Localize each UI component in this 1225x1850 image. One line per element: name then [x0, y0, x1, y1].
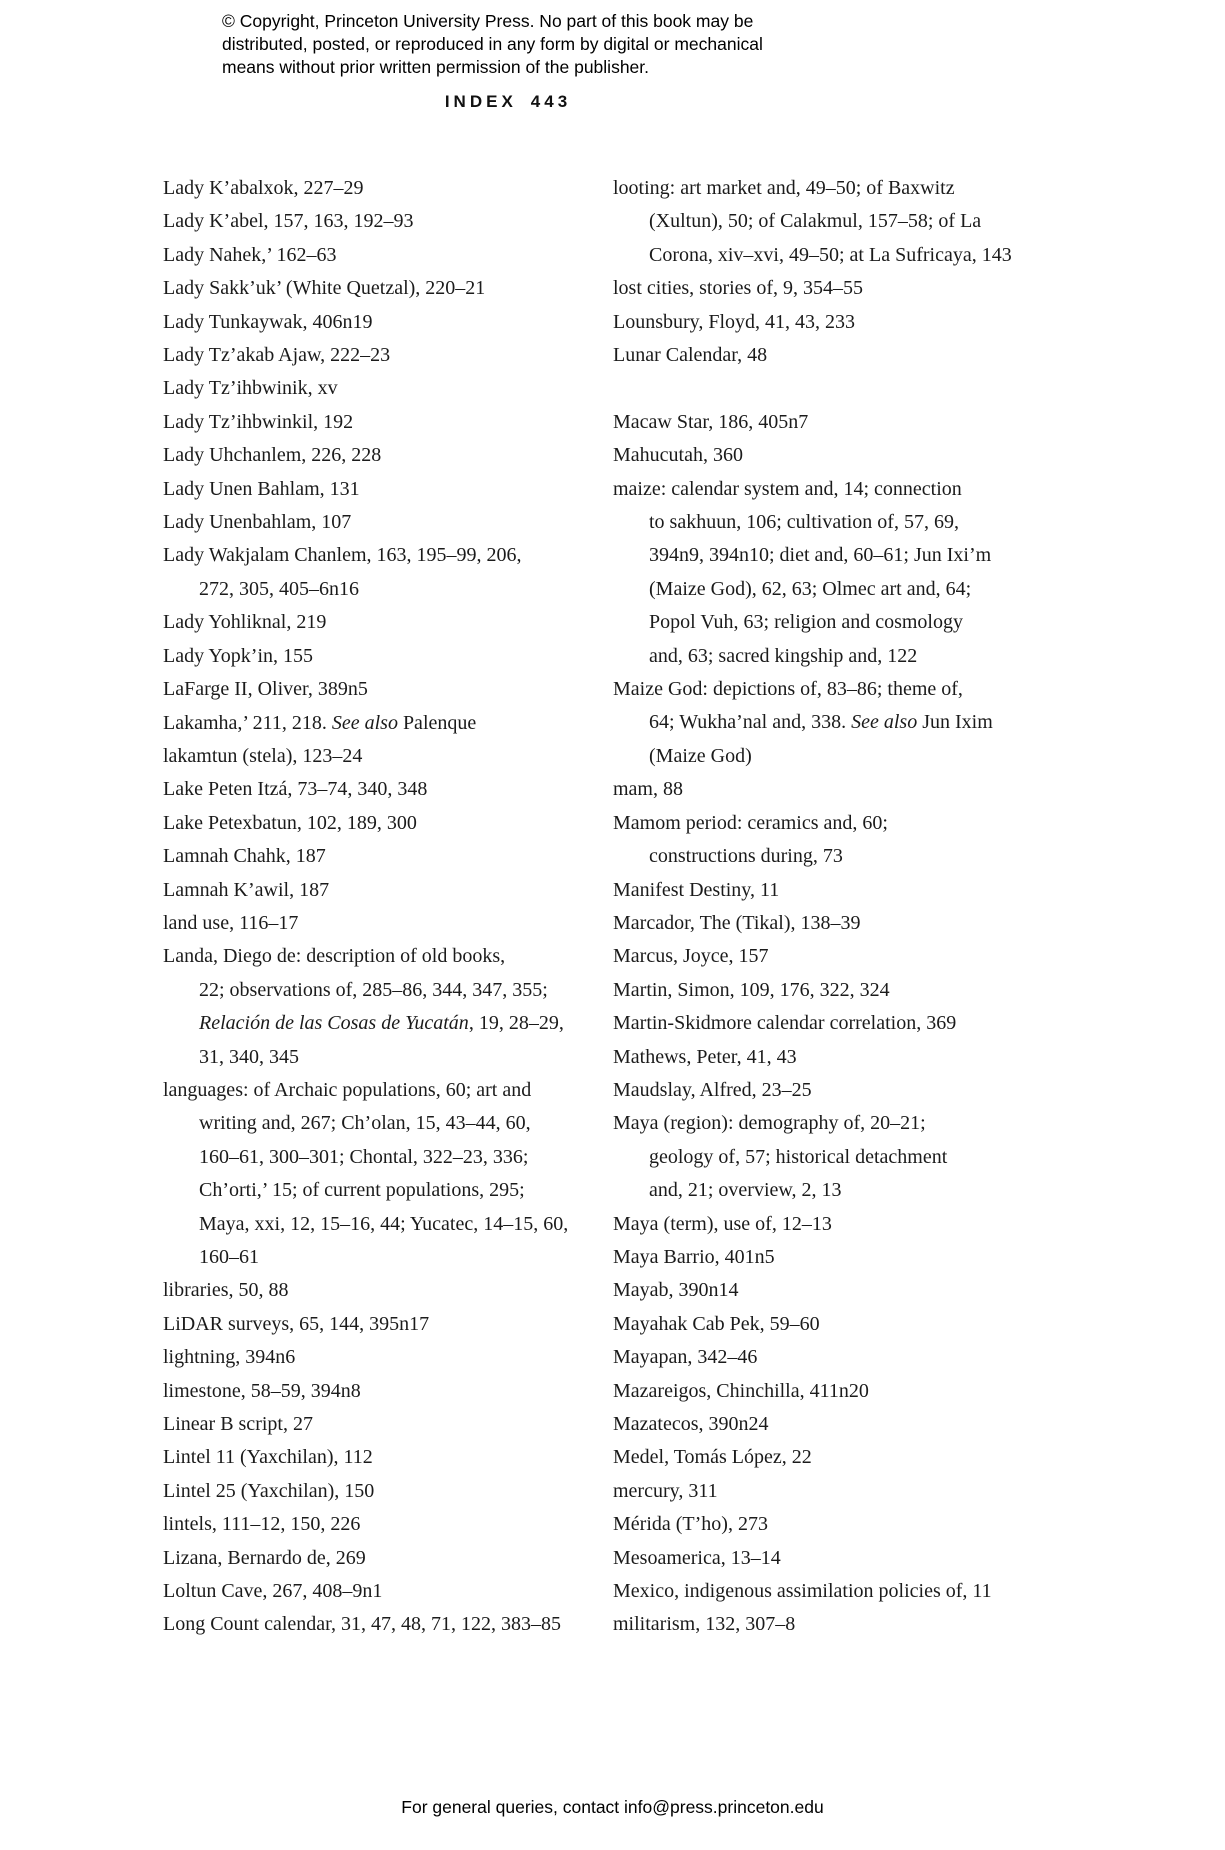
- index-entry: [163, 339, 575, 372]
- index-entry-line: Lamnah Chahk, 187: [163, 845, 326, 868]
- index-entry-continuation: to sakhuun, 106; cultivation of, 57, 69,: [649, 511, 959, 534]
- index-entry: [163, 1074, 575, 1274]
- index-entry-line: Lakamha,’ 211, 218. See also Palenque: [163, 711, 477, 734]
- index-entry: [613, 1475, 1068, 1508]
- index-entry-line: Lounsbury, Floyd, 41, 43, 233: [613, 310, 856, 333]
- index-entry-line: Mayahak Cab Pek, 59–60: [613, 1312, 820, 1335]
- index-entry-line: Lady K’abel, 157, 163, 192–93: [163, 210, 414, 233]
- index-entry-continuation: 160–61, 300–301; Chontal, 322–23, 336;: [199, 1145, 529, 1168]
- index-entry: [163, 172, 575, 205]
- index-entry: [163, 272, 575, 305]
- index-entry: [613, 1542, 1068, 1575]
- index-entry-line: mercury, 311: [613, 1479, 718, 1502]
- index-entry-line: Medel, Tomás López, 22: [613, 1446, 812, 1469]
- index-entry-line: Lunar Calendar, 48: [613, 344, 768, 367]
- index-entry-line: maize: calendar system and, 14; connection: [613, 477, 962, 500]
- index-entry-continuation: Popol Vuh, 63; religion and cosmology: [649, 611, 963, 634]
- index-entry-line: Maya (region): demography of, 20–21;: [613, 1112, 926, 1135]
- index-entry: [163, 1508, 575, 1541]
- index-entry-line: lost cities, stories of, 9, 354–55: [613, 277, 863, 300]
- index-entry: [163, 874, 575, 907]
- index-entry-line: Maya (term), use of, 12–13: [613, 1212, 832, 1235]
- index-entry: [163, 406, 575, 439]
- index-entry-line: land use, 116–17: [163, 911, 299, 934]
- index-entry-continuation: Maya, xxi, 12, 15–16, 44; Yucatec, 14–15, 60,: [199, 1212, 569, 1235]
- index-entry-line: Maize God: depictions of, 83–86; theme of,: [613, 678, 963, 701]
- index-entry: [163, 473, 575, 506]
- index-entry-line: Mérida (T’ho), 273: [613, 1513, 768, 1536]
- index-entry-line: Mayapan, 342–46: [613, 1346, 758, 1369]
- index-entry-line: Lady Yopk’in, 155: [163, 644, 314, 667]
- index-entry-continuation: 272, 305, 405–6n16: [199, 577, 359, 600]
- index-entry: [163, 1542, 575, 1575]
- index-entry-line: Mahucutah, 360: [613, 444, 743, 467]
- copyright-line: means without prior written permission of the publisher.: [222, 57, 650, 77]
- index-entry: [613, 940, 1068, 973]
- index-entry: [613, 974, 1068, 1007]
- index-entry-line: libraries, 50, 88: [163, 1279, 289, 1302]
- index-entry-line: militarism, 132, 307–8: [613, 1613, 796, 1636]
- index-entry: [163, 1341, 575, 1374]
- index-entry: [613, 406, 1068, 439]
- index-entry: [163, 707, 575, 740]
- index-entry-continuation: 22; observations of, 285–86, 344, 347, 355;: [199, 978, 548, 1001]
- index-entry-line: Lady Unen Bahlam, 131: [163, 477, 360, 500]
- index-entry-line: Mazatecos, 390n24: [613, 1413, 769, 1436]
- index-entry: [163, 773, 575, 806]
- index-entry: [163, 840, 575, 873]
- index-entry-line: Lamnah K’awil, 187: [163, 878, 330, 901]
- index-entry: [613, 1608, 1068, 1641]
- index-entry-line: Lintel 25 (Yaxchilan), 150: [163, 1479, 375, 1502]
- index-entry: [613, 1408, 1068, 1441]
- page-number: 443: [530, 92, 572, 111]
- index-entry: [613, 1375, 1068, 1408]
- index-entry-line: Linear B script, 27: [163, 1413, 313, 1436]
- index-entry: [613, 439, 1068, 472]
- footer-contact: For general queries, contact info@press.princeton.edu: [401, 1797, 824, 1817]
- index-entry: [613, 773, 1068, 806]
- index-entry-line: Lizana, Bernardo de, 269: [163, 1546, 366, 1569]
- index-entry: [163, 539, 575, 606]
- index-entry-line: Lake Peten Itzá, 73–74, 340, 348: [163, 778, 428, 801]
- index-entry-line: Lady Uhchanlem, 226, 228: [163, 444, 382, 467]
- index-entry-line: Mayab, 390n14: [613, 1279, 739, 1302]
- index-entry-line: limestone, 58–59, 394n8: [163, 1379, 361, 1402]
- index-entry: [163, 205, 575, 238]
- index-entry-continuation: (Maize God), 62, 63; Olmec art and, 64;: [649, 577, 972, 600]
- index-entry-continuation: 160–61: [199, 1246, 259, 1268]
- index-entry-line: lintels, 111–12, 150, 226: [163, 1513, 361, 1536]
- index-entry-line: Long Count calendar, 31, 47, 48, 71, 122, 383–85: [163, 1613, 562, 1636]
- index-entry-line: Maudslay, Alfred, 23–25: [613, 1078, 812, 1101]
- index-entry-line: Mazareigos, Chinchilla, 411n20: [613, 1379, 869, 1402]
- index-entry: [163, 907, 575, 940]
- index-entry-line: looting: art market and, 49–50; of Baxwitz: [613, 177, 955, 199]
- index-entry: [613, 306, 1068, 339]
- index-entry: [613, 1208, 1068, 1241]
- index-entry: [163, 1575, 575, 1608]
- column-spacer: [613, 372, 1068, 405]
- index-entry: [163, 306, 575, 339]
- index-entry: [613, 1575, 1068, 1608]
- index-entry-line: Lady Nahek,’ 162–63: [163, 243, 337, 266]
- index-entry: [613, 473, 1068, 673]
- index-entry: [613, 807, 1068, 874]
- index-entry: [613, 339, 1068, 372]
- index-entry-continuation: and, 63; sacred kingship and, 122: [649, 644, 918, 667]
- index-entry-line: Mamom period: ceramics and, 60;: [613, 811, 888, 834]
- index-entry-continuation: Relación de las Cosas de Yucatán, 19, 28–29,: [199, 1012, 564, 1035]
- index-entry-line: Lady Tz’ihbwinik, xv: [163, 377, 338, 400]
- index-entry-line: Lady Wakjalam Chanlem, 163, 195–99, 206,: [163, 544, 522, 567]
- index-entry: [613, 907, 1068, 940]
- index-entry: [613, 1308, 1068, 1341]
- index-entry-continuation: writing and, 267; Ch’olan, 15, 43–44, 60,: [199, 1112, 531, 1135]
- index-left-column: [163, 172, 575, 1642]
- index-entry: [163, 1608, 575, 1641]
- running-head: [0, 92, 1016, 112]
- index-entry: [163, 673, 575, 706]
- index-entry-line: languages: of Archaic populations, 60; art and: [163, 1078, 532, 1101]
- index-entry-continuation: (Xultun), 50; of Calakmul, 157–58; of La: [649, 210, 982, 233]
- copyright-line: © Copyright, Princeton University Press. No part of this book may be: [222, 11, 754, 31]
- index-entry-continuation: geology of, 57; historical detachment: [649, 1145, 948, 1168]
- index-entry: [163, 506, 575, 539]
- index-entry-line: Martin-Skidmore calendar correlation, 369: [613, 1012, 957, 1035]
- index-right-column: [613, 172, 1068, 1642]
- index-entry: [613, 272, 1068, 305]
- index-entry: [613, 1074, 1068, 1107]
- index-entry-line: Loltun Cave, 267, 408–9n1: [163, 1580, 383, 1603]
- index-entry: [163, 807, 575, 840]
- index-entry: [163, 1375, 575, 1408]
- index-entry-line: Lintel 11 (Yaxchilan), 112: [163, 1446, 373, 1469]
- index-entry-line: Lake Petexbatun, 102, 189, 300: [163, 811, 417, 834]
- index-entry-continuation: constructions during, 73: [649, 845, 843, 868]
- index-entry: [163, 239, 575, 272]
- index-entry: [163, 1441, 575, 1474]
- index-entry: [163, 1408, 575, 1441]
- index-entry: [613, 172, 1068, 272]
- index-entry-line: LaFarge II, Oliver, 389n5: [163, 678, 368, 701]
- index-entry: [163, 606, 575, 639]
- index-title: INDEX: [444, 92, 517, 111]
- index-entry-line: Macaw Star, 186, 405n7: [613, 410, 809, 433]
- index-entry: [163, 372, 575, 405]
- index-entry-line: Manifest Destiny, 11: [613, 878, 780, 901]
- index-entry: [613, 1107, 1068, 1207]
- index-entry-line: Lady Sakk’uk’ (White Quetzal), 220–21: [163, 277, 486, 300]
- index-entry: [163, 740, 575, 773]
- index-entry: [613, 874, 1068, 907]
- index-entry: [613, 673, 1068, 773]
- index-entry-line: Lady K’abalxok, 227–29: [163, 177, 364, 199]
- index-entry-line: Lady Tunkaywak, 406n19: [163, 310, 373, 333]
- index-entry-line: lakamtun (stela), 123–24: [163, 744, 363, 767]
- index-entry-line: Marcus, Joyce, 157: [613, 945, 769, 968]
- index-entry: [163, 1308, 575, 1341]
- index-entry-line: Mathews, Peter, 41, 43: [613, 1045, 797, 1068]
- index-entry: [613, 1341, 1068, 1374]
- index-entry: [163, 1274, 575, 1307]
- index-entry: [613, 1041, 1068, 1074]
- index-entry: [163, 940, 575, 1074]
- index-entry-continuation: Corona, xiv–xvi, 49–50; at La Sufricaya, 143: [649, 243, 1012, 266]
- index-entry: [613, 1274, 1068, 1307]
- index-entry-line: Martin, Simon, 109, 176, 322, 324: [613, 978, 890, 1001]
- index-entry-continuation: 64; Wukha’nal and, 338. See also Jun Ixim: [649, 711, 993, 734]
- index-entry-line: Mesoamerica, 13–14: [613, 1546, 781, 1569]
- index-entry-line: Lady Tz’ihbwinkil, 192: [163, 410, 354, 433]
- index-entry: [613, 1441, 1068, 1474]
- index-entry-line: Landa, Diego de: description of old books,: [163, 945, 506, 968]
- index-entry-continuation: 31, 340, 345: [199, 1045, 299, 1068]
- copyright-notice: [222, 10, 763, 79]
- index-entry: [613, 1007, 1068, 1040]
- copyright-line: distributed, posted, or reproduced in any form by digital or mechanical: [222, 34, 763, 54]
- index-entry: [163, 439, 575, 472]
- index-entry: [163, 640, 575, 673]
- index-entry: [613, 1508, 1068, 1541]
- index-entry-line: Marcador, The (Tikal), 138–39: [613, 911, 861, 934]
- index-entry-line: Lady Tz’akab Ajaw, 222–23: [163, 344, 391, 367]
- index-entry-line: Lady Unenbahlam, 107: [163, 511, 352, 534]
- index-entry: [613, 1241, 1068, 1274]
- index-entry-line: Lady Yohliknal, 219: [163, 611, 327, 634]
- index-entry-continuation: and, 21; overview, 2, 13: [649, 1179, 842, 1202]
- index-entry: [163, 1475, 575, 1508]
- index-entry-continuation: (Maize God): [649, 744, 752, 767]
- index-entry-line: mam, 88: [613, 778, 683, 801]
- index-entry-line: Maya Barrio, 401n5: [613, 1245, 775, 1268]
- index-entry-line: LiDAR surveys, 65, 144, 395n17: [163, 1312, 430, 1335]
- index-entry-continuation: Ch’orti,’ 15; of current populations, 295;: [199, 1179, 525, 1202]
- index-entry-continuation: 394n9, 394n10; diet and, 60–61; Jun Ixi’m: [649, 544, 992, 567]
- index-entry-line: lightning, 394n6: [163, 1346, 296, 1369]
- index-entry-line: Mexico, indigenous assimilation policies of, 11: [613, 1580, 992, 1603]
